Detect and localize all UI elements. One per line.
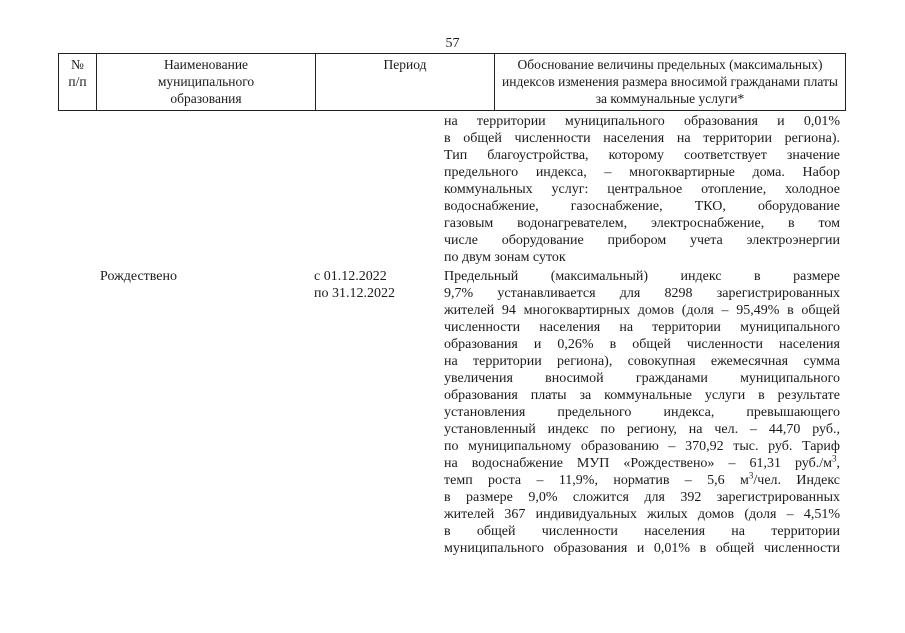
header-name-line: муниципального [157,74,255,89]
header-period-column [316,54,495,110]
header-number-line: № [71,57,84,72]
text-line: коммунальных услуг: центральное отопление, холодное [444,182,840,197]
page-number: 57 [445,36,460,51]
table-header [58,53,846,111]
text-line: образования платы за коммунальные услуги в результате [444,388,840,403]
municipality-name: Рождествено [100,269,178,284]
text-fragment: на водоснабжение МУП «Рождествено» – 61,31 руб./м [444,456,832,471]
text-line: водоснабжение, газоснабжение, ТКО, оборудование [444,199,840,214]
text-line: увеличения вносимой гражданами муниципального [444,371,840,386]
continuation-text [444,113,840,266]
header-justification-line: за коммунальные услуги* [595,91,745,106]
header-name-column [97,54,316,110]
period-cell [314,268,414,302]
text-line: установленный индекс по региону, на чел. – 44,70 руб., [444,422,840,437]
text-line: Тип благоустройства, которому соответствует значение [444,148,840,163]
text-line: в общей численности населения на территории региона). [444,131,840,146]
header-name-line: Наименование [163,57,249,72]
header-number-column [59,54,97,110]
text-line: по двум зонам суток [444,250,566,265]
text-line: на территории муниципального образования и 0,01% [444,114,840,129]
text-fragment: , [836,456,840,471]
text-line: образования и 0,26% в общей численности населения [444,337,840,352]
text-line: муниципального образования и 0,01% в общей численности [444,541,840,556]
text-line: жителей 367 индивидуальных жилых домов (доля – 4,51% [444,507,840,522]
header-justification-column [495,54,845,110]
justification-text [444,268,840,557]
text-line: на территории региона), совокупная ежемесячная сумма [444,354,840,369]
period-from: с 01.12.2022 [314,269,387,284]
text-line: численности населения на территории муниципального [444,320,840,335]
header-name-line: образования [170,91,242,106]
text-line: Предельный (максимальный) индекс в размере [444,269,840,284]
header-justification-line: Обоснование величины предельных (максимальных) [517,57,823,72]
text-fragment: темп роста – 11,9%, норматив – 5,6 м [444,473,749,488]
text-line: 9,7% устанавливается для 8298 зарегистрированных [444,286,840,301]
text-line: жителей 94 многоквартирных домов (доля – 95,49% в общей [444,303,840,318]
text-fragment: /чел. Индекс [753,473,840,488]
text-line: числе оборудование прибором учета электроэнергии [444,233,840,248]
text-line: в общей численности населения на территории [444,524,840,539]
text-line-with-superscript [444,455,840,472]
text-line: газовым водонагревателем, электроснабжение, в том [444,216,840,231]
text-line: по муниципальному образованию – 370,92 тыс. руб. Тариф [444,439,840,454]
text-line-with-superscript [444,472,840,489]
header-justification-line: индексов изменения размера вносимой гражданами платы [502,74,838,89]
header-number-line: п/п [68,74,87,89]
text-line: предельного индекса, – многоквартирные дома. Набор [444,165,840,180]
header-period-line: Период [383,57,427,72]
superscript: 3 [748,470,754,481]
text-line: установления предельного индекса, превышающего [444,405,840,420]
text-line: в размере 9,0% сложится для 392 зарегистрированных [444,490,840,505]
period-to: по 31.12.2022 [314,286,395,301]
superscript: 3 [832,453,837,464]
